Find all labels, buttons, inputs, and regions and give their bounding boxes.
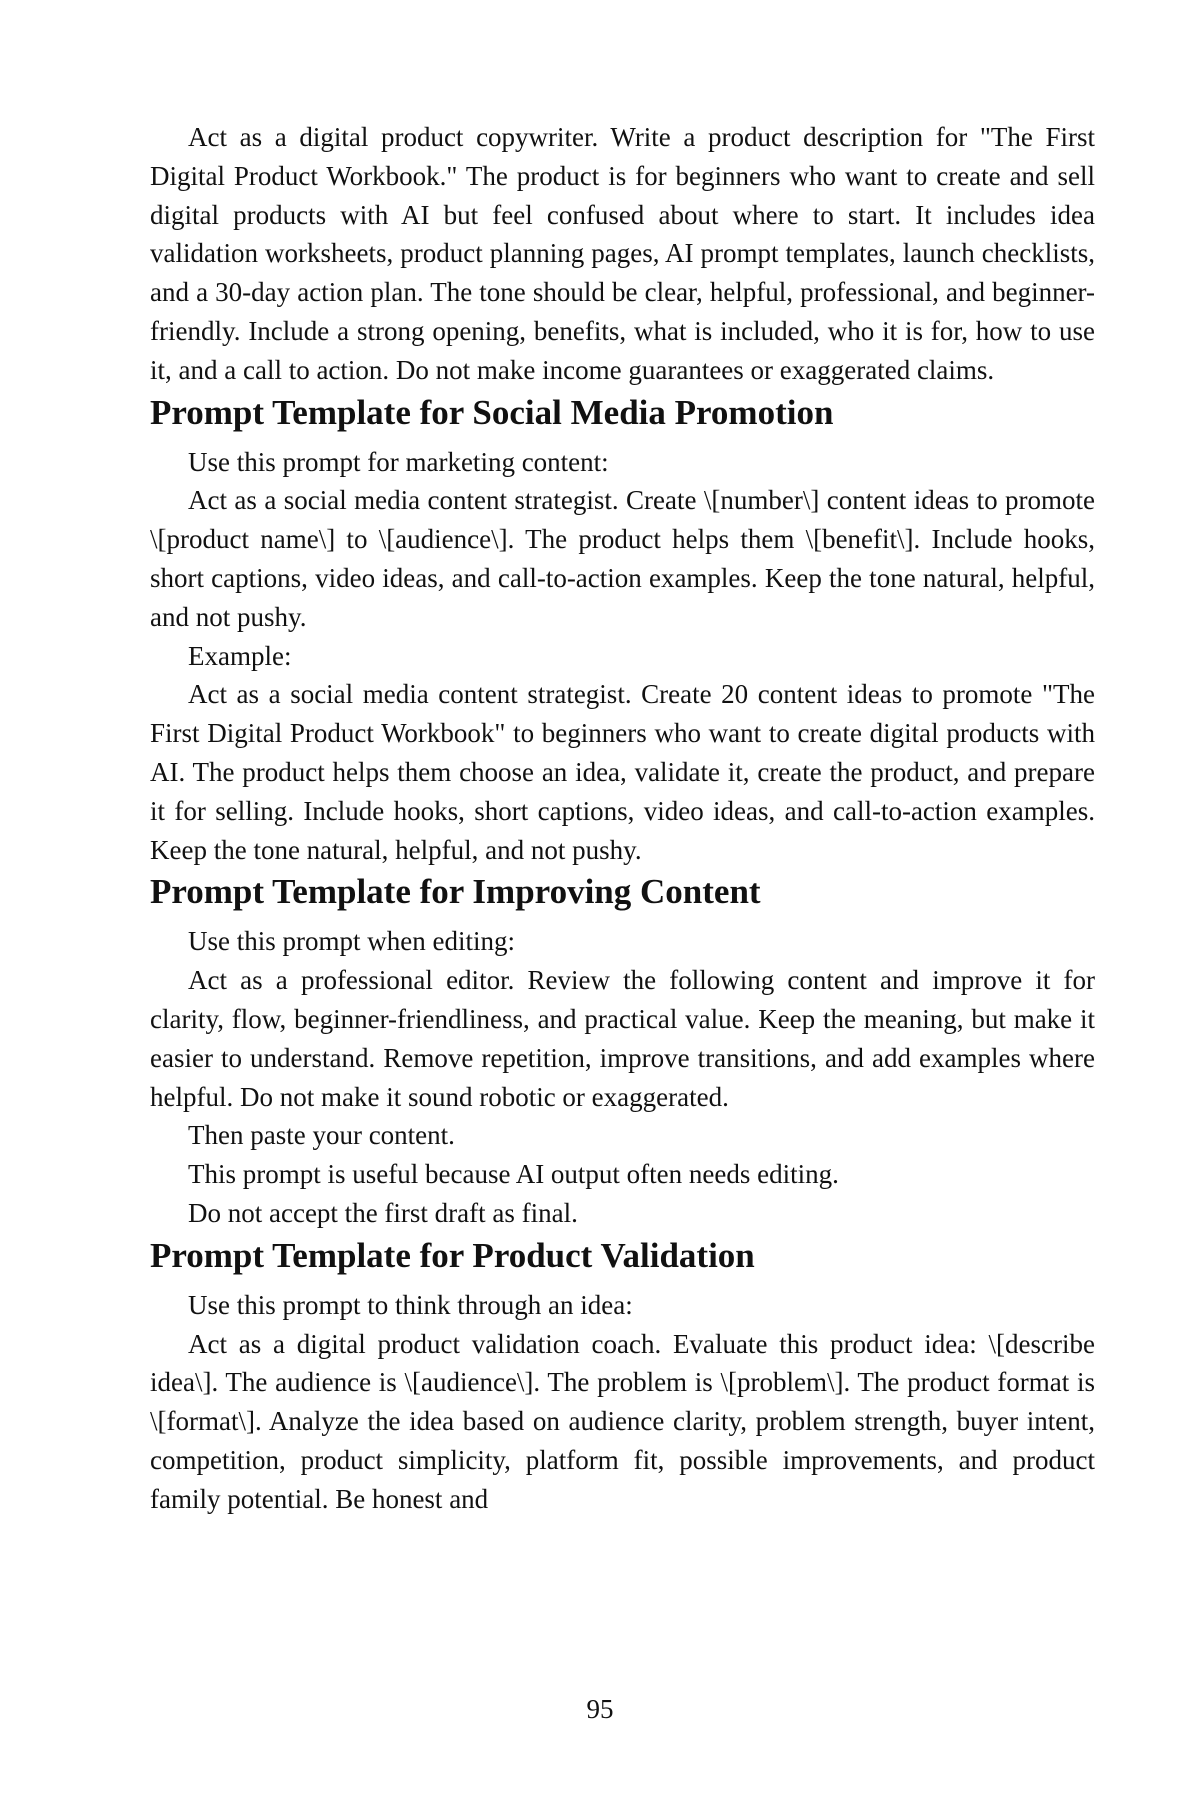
copywriter-prompt-example: Act as a digital product copywriter. Write a product description for "The First Digital Product Workbook." The product is for beginners who want to create and sell digital products with AI but feel confused about where to start. It includes idea validation worksheets, product planning pages, AI prompt templates, launch checklists, and a 30-day action plan. The tone should be clear, helpful, professional, and beginner-friendly. Include a strong opening, benefits, what is included, who it is for, how to use it, and a call to action. Do not make income guarantees or exaggerated claims. <box>150 122 1095 385</box>
product-validation-intro: Use this prompt to think through an idea: <box>188 1289 633 1320</box>
product-validation-template: Act as a digital product validation coach. Evaluate this product idea: \[describe idea\]. The audience is \[audience\]. The problem is \[problem\]. The product format is \[format\]. Analyze the idea based on audience clarity, problem strength, buyer intent, competition, product simplicity, platform fit, possible improvements, and product family potential. Be honest and <box>150 1328 1095 1514</box>
improving-content-draft-note: Do not accept the first draft as final. <box>188 1197 578 1228</box>
social-media-example: Act as a social media content strategist. Create 20 content ideas to promote "The First Digital Product Workbook" to beginners who want to create digital products with AI. The product helps them choose an idea, validate it, create the product, and prepare it for selling. Include hooks, short captions, video ideas, and call-to-action examples. Keep the tone natural, helpful, and not pushy. <box>150 679 1095 865</box>
heading-improving-content: Prompt Template for Improving Content <box>150 872 761 912</box>
improving-content-template: Act as a professional editor. Review the following content and improve it for clarity, flow, beginner-friendliness, and practical value. Keep the meaning, but make it easier to understand. Remove repetition, improve transitions, and add examples where helpful. Do not make it sound robotic or exaggerated. <box>150 965 1095 1112</box>
social-media-example-label: Example: <box>188 640 292 671</box>
heading-product-validation: Prompt Template for Product Validation <box>150 1235 755 1275</box>
page-number: 95 <box>586 1694 614 1724</box>
heading-social-media-promotion: Prompt Template for Social Media Promotion <box>150 392 834 432</box>
social-media-intro: Use this prompt for marketing content: <box>188 446 609 477</box>
improving-content-paste-note: Then paste your content. <box>188 1120 455 1151</box>
improving-content-useful-note: This prompt is useful because AI output often needs editing. <box>188 1159 839 1190</box>
document-page <box>150 118 1095 1519</box>
improving-content-intro: Use this prompt when editing: <box>188 926 515 957</box>
social-media-template: Act as a social media content strategist. Create \[number\] content ideas to promote \[product name\] to \[audience\]. The product helps them \[benefit\]. Include hooks, short captions, video ideas, and call-to-action examples. Keep the tone natural, helpful, and not pushy. <box>150 485 1095 632</box>
